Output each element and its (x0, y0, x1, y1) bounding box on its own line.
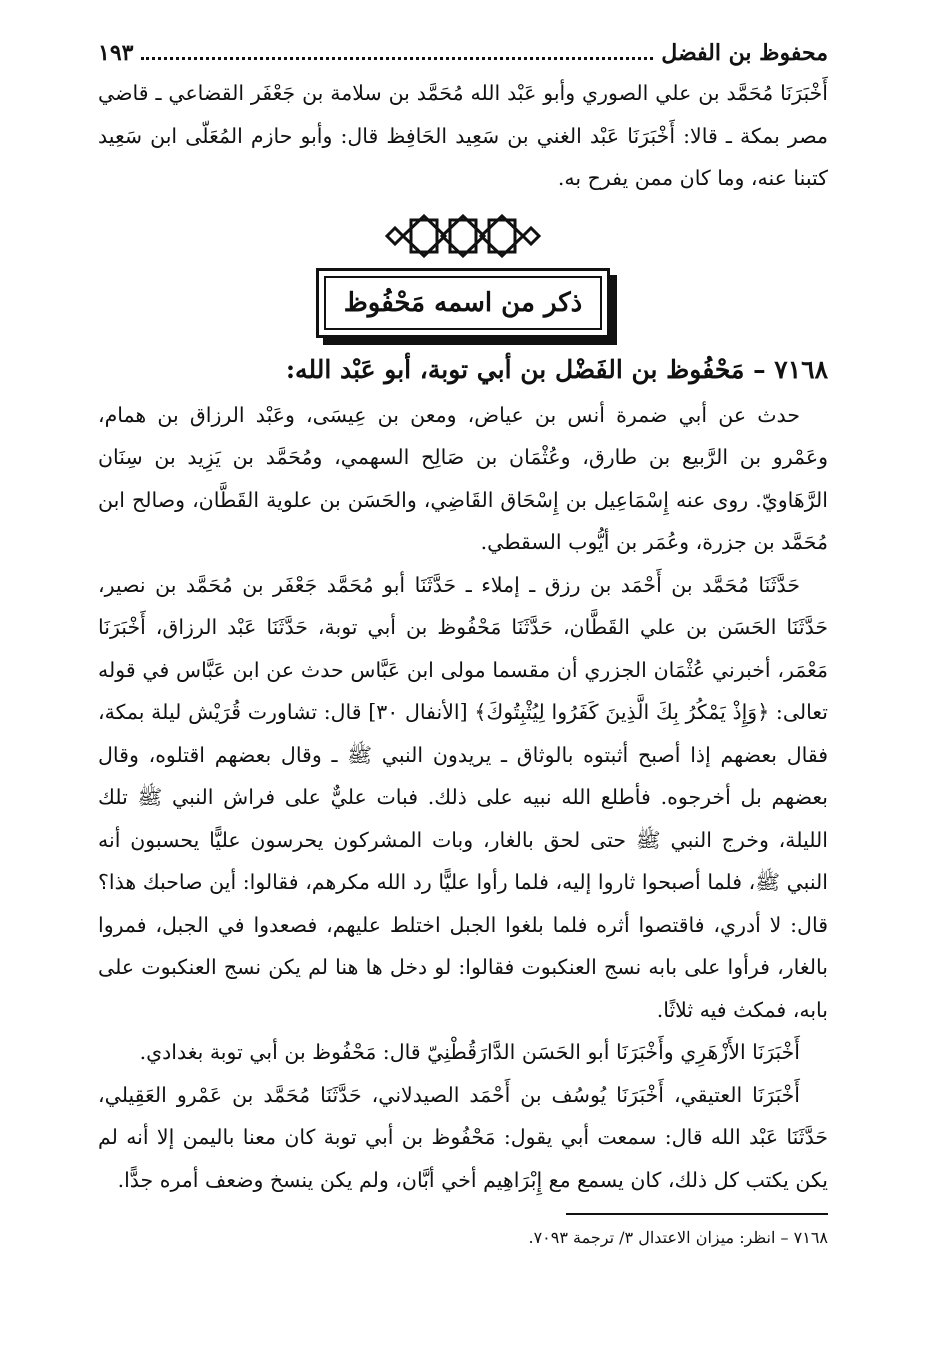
running-title: محفوظ بن الفضل (661, 40, 828, 66)
body-paragraph-2: حَدَّثَنَا مُحَمَّد بن أَحْمَد بن رزق ـ إملاء ـ حَدَّثَنَا أبو مُحَمَّد جَعْفَر بن مُحَمَّد بن نصير، حَدَّثَنَا الحَسَن بن علي القَطَّان، حَدَّثَنَا مَحْفُوظ بن أبي توبة، حَدَّثَنَا عَبْد الرزاق، أَخْبَرَنَا مَعْمَر، أخبرني عُثْمَان الجزري أن مقسما مولى ابن عَبَّاس حدث عن ابن عَبَّاس في قوله تعالى: ﴿وَإِذْ يَمْكُرُ بِكَ الَّذِينَ كَفَرُوا لِيُثْبِتُوكَ﴾ [الأنفال ٣٠] قال: تشاورت قُرَيْش ليلة بمكة، فقال بعضهم إذا أصبح أثبتوه بالوثاق ـ يريدون النبي ﷺ ـ وقال بعضهم اقتلوه، وقال بعضهم بل أخرجوه. فأطلع الله نبيه على ذلك. فبات عليٌّ على فراش النبي ﷺ تلك الليلة، وخرج النبي ﷺ حتى لحق بالغار، وبات المشركون يحرسون عليًّا يحسبون أنه النبي ﷺ، فلما أصبحوا ثاروا إليه، فلما رأوا عليًّا رد الله مكرهم، فقالوا: أين صاحبك هذا؟ قال: لا أدري، فاقتصوا أثره فلما بلغوا الجبل اختلط عليهم، فصعدوا في الجبل، فمروا بالغار، فرأوا على بابه نسج العنكبوت فقالوا: لو دخل ها هنا لم يكن نسج العنكبوت على بابه، فمكث فيه ثلاثًا. (98, 572, 828, 1022)
header-dot-leader (141, 45, 653, 60)
body-paragraph-4: أَخْبَرَنَا العتيقي، أَخْبَرَنَا يُوسُف بن أَحْمَد الصيدلاني، حَدَّثَنَا مُحَمَّد بن عَمْرو العَقِيلي، حَدَّثَنَا عَبْد الله قال: سمعت أبي يقول: مَحْفُوظ بن أبي توبة كان معنا باليمن إلا أنه لم يكن يكتب كل ذلك، كان يسمع مع إِبْرَاهِيم أخي أبَّان، ولم يكن ينسخ وضعف أمره جدًّا. (98, 1082, 828, 1192)
section-title-frame (98, 268, 828, 338)
opening-paragraph: أَخْبَرَنَا مُحَمَّد بن علي الصوري وأبو عَبْد الله مُحَمَّد بن سلامة بن جَعْفَر القضاعي ـ قاضي مصر بمكة ـ قالا: أَخْبَرَنَا عَبْد الغني بن سَعِيد الحَافِظ قال: وأبو حازم المُعَلّى ابن سَعِيد كتبنا عنه، وما كان ممن يفرح به. (98, 81, 828, 190)
ornament-icon (383, 214, 543, 258)
footnote-rule (566, 1213, 828, 1215)
ornament-divider (98, 214, 828, 258)
footnote: ٧١٦٨ – انظر: ميزان الاعتدال ٣/ ترجمة ٧٠٩٣. (528, 1228, 828, 1247)
running-header (98, 38, 828, 68)
section-title: ذكر من اسمه مَحْفُوظ (324, 276, 603, 330)
body-paragraph-3: أَخْبَرَنَا الأَزْهَرِي وأَخْبَرَنَا أبو الحَسَن الدَّارَقُطْنِيّ قال: مَحْفُوظ بن أبي توبة بغدادي. (139, 1040, 800, 1064)
book-page (98, 38, 828, 1251)
entry-heading: ٧١٦٨ – مَحْفُوظ بن الفَضْل بن أبي توبة، أبو عَبْد الله: (285, 354, 828, 384)
page-number: ١٩٣ (98, 40, 134, 66)
body-paragraph-1: حدث عن أبي ضمرة أنس بن عياض، ومعن بن عِيسَى، وعَبْد الرزاق بن همام، وعَمْرو بن الرَّبيع بن طارق، وعُثْمَان بن صَالِح السهمي، ومُحَمَّد بن يَزِيد بن سِنَان الرَّهَاويّ. روى عنه إِسْمَاعِيل بن إِسْحَاق القَاضِي، والحَسَن بن علوية القَطَّان، وصالح ابن مُحَمَّد بن جزرة، وعُمَر بن أيُّوب السقطي. (98, 402, 828, 554)
